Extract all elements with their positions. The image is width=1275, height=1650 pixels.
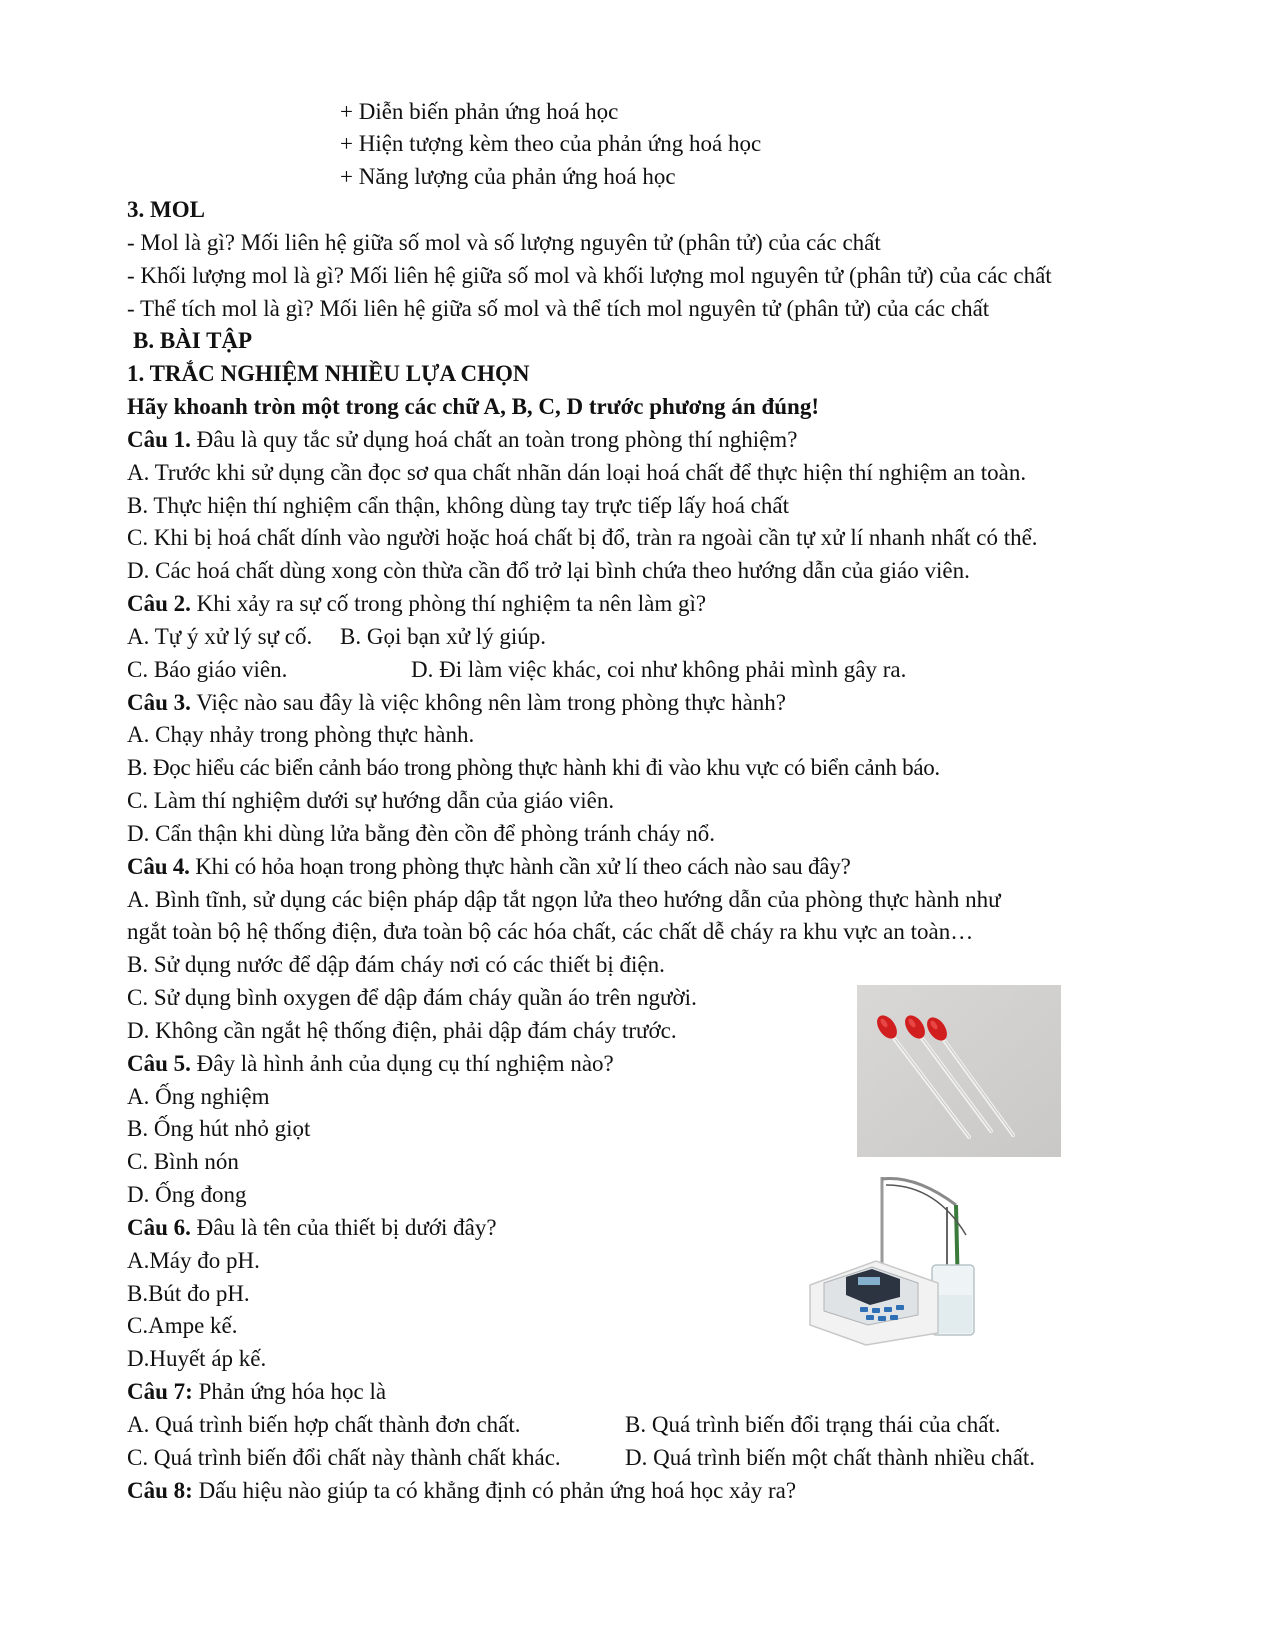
q6-option-b: B.Bút đo pH. [127, 1281, 250, 1306]
question-label: Câu 5. [127, 1051, 191, 1076]
q4-option-b: B. Sử dụng nước để dập đám cháy nơi có các thiết bị điện. [127, 952, 665, 977]
intro-bullet-1: + Diễn biến phản ứng hoá học [340, 99, 619, 124]
question-label: Câu 1. [127, 427, 191, 452]
q1-option-a: A. Trước khi sử dụng cần đọc sơ qua chất nhãn dán loại hoá chất để thực hiện thí nghiệm an toàn. [127, 460, 1027, 485]
q1-option-d: D. Các hoá chất dùng xong còn thừa cần đổ trở lại bình chứa theo hướng dẫn của giáo viên. [127, 558, 970, 583]
q7-option-b: B. Quá trình biến đổi trạng thái của chất. [625, 1412, 1001, 1437]
mol-item-3: - Thể tích mol là gì? Mối liên hệ giữa số mol và thể tích mol nguyên tử (phân tử) của các chất [127, 296, 990, 321]
question-4 [127, 852, 851, 882]
question-text: Phản ứng hóa học là [192, 1379, 387, 1404]
question-label: Câu 6. [127, 1215, 191, 1240]
question-label: Câu 3. [127, 690, 191, 715]
q2-option-d: D. Đi làm việc khác, coi như không phải mình gây ra. [411, 657, 907, 682]
question-text: Khi xảy ra sự cố trong phòng thí nghiệm ta nên làm gì? [190, 591, 707, 616]
exercise-heading: B. BÀI TẬP [133, 328, 253, 353]
question-label: Câu 4. [127, 854, 190, 879]
q5-option-b: B. Ống hút nhỏ giọt [127, 1116, 311, 1141]
question-label: Câu 7: [127, 1379, 193, 1404]
mol-heading: 3. MOL [127, 197, 205, 222]
q4-option-a-cont: ngắt toàn bộ hệ thống điện, đưa toàn bộ các hóa chất, các chất dễ cháy ra khu vực an toàn… [127, 919, 974, 944]
question-text: Khi có hỏa hoạn trong phòng thực hành cần xử lí theo cách nào sau đây? [189, 854, 851, 879]
q7-option-a: A. Quá trình biến hợp chất thành đơn chất. [127, 1412, 521, 1437]
q4-option-c: C. Sử dụng bình oxygen để dập đám cháy quần áo trên người. [127, 985, 697, 1010]
q3-option-a: A. Chạy nhảy trong phòng thực hành. [127, 722, 475, 747]
question-1 [127, 425, 797, 455]
intro-bullet-2: + Hiện tượng kèm theo của phản ứng hoá học [340, 131, 762, 156]
q2-option-a: A. Tự ý xử lý sự cố. [127, 624, 313, 649]
q5-option-a: A. Ống nghiệm [127, 1084, 270, 1109]
q6-option-d: D.Huyết áp kế. [127, 1346, 267, 1371]
exercise-instruction: Hãy khoanh tròn một trong các chữ A, B, C, D trước phương án đúng! [127, 394, 819, 419]
q3-option-b: B. Đọc hiểu các biển cảnh báo trong phòng thực hành khi đi vào khu vực có biển cảnh báo. [127, 755, 940, 780]
q4-option-d: D. Không cần ngắt hệ thống điện, phải dập đám cháy trước. [127, 1018, 677, 1043]
q7-option-c: C. Quá trình biến đổi chất này thành chất khác. [127, 1445, 561, 1470]
question-7 [127, 1377, 386, 1407]
q2-option-c: C. Báo giáo viên. [127, 657, 288, 682]
question-2 [127, 589, 706, 619]
q5-option-c: C. Bình nón [127, 1149, 239, 1174]
q3-option-d: D. Cẩn thận khi dùng lửa bằng đèn cồn để phòng tránh cháy nổ. [127, 821, 715, 846]
question-label: Câu 8: [127, 1478, 193, 1503]
question-text: Đây là hình ảnh của dụng cụ thí nghiệm nào? [190, 1051, 614, 1076]
mol-item-2: - Khối lượng mol là gì? Mối liên hệ giữa số mol và khối lượng mol nguyên tử (phân tử) của các chất [127, 263, 1052, 288]
question-text: Việc nào sau đây là việc không nên làm trong phòng thực hành? [190, 690, 786, 715]
question-label: Câu 2. [127, 591, 191, 616]
q4-option-a: A. Bình tĩnh, sử dụng các biện pháp dập tắt ngọn lửa theo hướng dẫn của phòng thực hành như [127, 887, 1001, 912]
question-5 [127, 1049, 614, 1079]
q1-option-c: C. Khi bị hoá chất dính vào người hoặc hoá chất bị đổ, tràn ra ngoài cần tự xử lí nhanh nhất có thể. [127, 525, 1038, 550]
intro-bullet-3: + Năng lượng của phản ứng hoá học [340, 164, 676, 189]
exercise-subheading: 1. TRẮC NGHIỆM NHIỀU LỰA CHỌN [127, 361, 530, 386]
question-6 [127, 1213, 497, 1243]
question-text: Đâu là tên của thiết bị dưới đây? [190, 1215, 497, 1240]
question-3 [127, 688, 786, 718]
q5-option-d: D. Ống đong [127, 1182, 247, 1207]
ph-meter-image [806, 1165, 992, 1349]
question-text: Đâu là quy tắc sử dụng hoá chất an toàn trong phòng thí nghiệm? [190, 427, 798, 452]
q3-option-c: C. Làm thí nghiệm dưới sự hướng dẫn của giáo viên. [127, 788, 615, 813]
pipettes-illustration [857, 985, 1061, 1157]
mol-item-1: - Mol là gì? Mối liên hệ giữa số mol và số lượng nguyên tử (phân tử) của các chất [127, 230, 881, 255]
q2-option-b: B. Gọi bạn xử lý giúp. [340, 624, 547, 649]
ph-meter-illustration [806, 1165, 992, 1349]
q1-option-b: B. Thực hiện thí nghiệm cẩn thận, không dùng tay trực tiếp lấy hoá chất [127, 493, 789, 518]
q7-option-d: D. Quá trình biến một chất thành nhiều chất. [625, 1445, 1036, 1470]
q6-option-c: C.Ampe kế. [127, 1313, 238, 1338]
question-text: Dấu hiệu nào giúp ta có khẳng định có phản ứng hoá học xảy ra? [192, 1478, 797, 1503]
q6-option-a: A.Máy đo pH. [127, 1248, 260, 1273]
pipettes-image [857, 985, 1061, 1157]
question-8 [127, 1476, 796, 1506]
